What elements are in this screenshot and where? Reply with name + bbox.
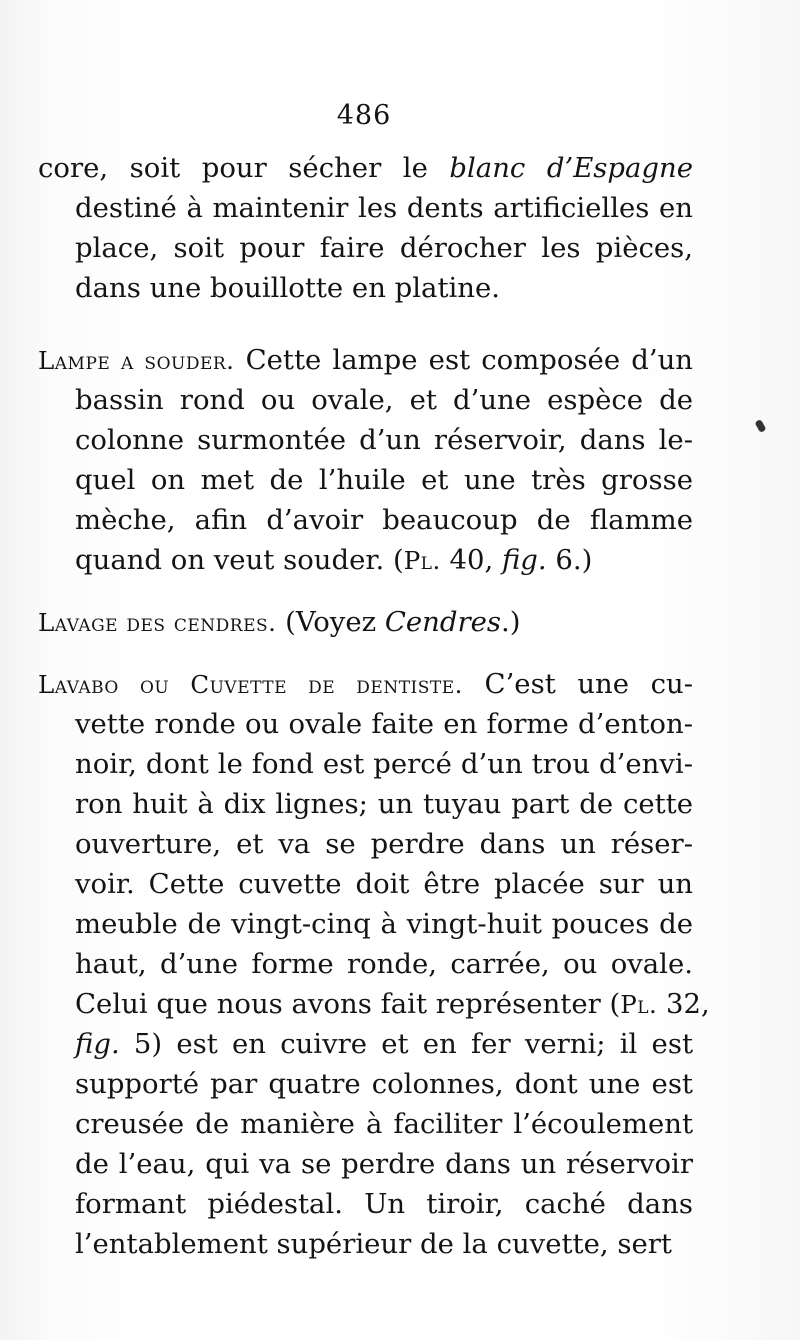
- text-run: .): [501, 606, 521, 638]
- text-line: [38, 500, 693, 540]
- text-line: [38, 460, 693, 500]
- text-run: Cette lampe est composée d’un: [234, 344, 693, 376]
- text-run: l’entablement supérieur de la cuvette, sert: [75, 1228, 672, 1260]
- text-line: [38, 1104, 693, 1144]
- text-run: quel on met de l’huile et une très grosse: [75, 464, 693, 496]
- text-line: [38, 602, 693, 642]
- text-run: dans une bouillotte en platine.: [75, 272, 501, 304]
- text-run: meuble de vingt-cinq à vingt-huit pouces de: [75, 908, 693, 940]
- small-caps-run: Pl.: [620, 990, 658, 1019]
- text-line: [38, 1024, 693, 1064]
- paragraph-continuation: [38, 148, 693, 308]
- small-caps-run: Lavabo ou Cuvette de dentiste.: [38, 670, 463, 699]
- page-text: [38, 148, 710, 1264]
- text-run: creusée de manière à faciliter l’écoulement: [75, 1108, 693, 1140]
- text-run: quand on veut souder. (: [75, 544, 404, 576]
- text-line: [38, 148, 693, 188]
- text-line: [38, 1144, 693, 1184]
- text-run: ron huit à dix lignes; un tuyau part de cette: [75, 788, 693, 820]
- page-number: 486: [336, 100, 392, 131]
- text-line: [38, 420, 693, 460]
- text-run: voir. Cette cuvette doit être placée sur un: [75, 868, 693, 900]
- text-run: haut, d’une forme ronde, carrée, ou ovale.: [75, 948, 693, 980]
- text-line: [38, 228, 693, 268]
- text-run: 32,: [657, 988, 710, 1020]
- entry-lampe-a-souder: [38, 340, 693, 580]
- text-run: bassin rond ou ovale, et d’une espèce de: [75, 384, 693, 416]
- ink-speck: [754, 419, 766, 433]
- entry-lavabo: [38, 664, 710, 1264]
- text-run: place, soit pour faire dérocher les pièces,: [75, 232, 693, 264]
- italic-run: fig.: [75, 1028, 120, 1060]
- text-line: [38, 824, 693, 864]
- text-run: Celui que nous avons fait représenter (: [75, 988, 621, 1020]
- text-run: de l’eau, qui va se perdre dans un réservoir: [75, 1148, 693, 1180]
- italic-run: blanc d’Espagne: [449, 152, 693, 184]
- text-run: supporté par quatre colonnes, dont une est: [75, 1068, 693, 1100]
- text-line: [38, 268, 693, 308]
- text-line: [38, 380, 693, 420]
- text-run: 6.): [546, 544, 593, 576]
- text-run: noir, dont le fond est percé d’un trou d’envi-: [75, 748, 693, 780]
- small-caps-run: Pl.: [403, 546, 441, 575]
- text-run: mèche, afin d’avoir beaucoup de flamme: [75, 504, 693, 536]
- text-run: 5) est en cuivre et en fer verni; il est: [119, 1028, 693, 1060]
- text-run: (Voyez: [276, 606, 385, 638]
- text-run: ouverture, et va se perdre dans un réser-: [75, 828, 693, 860]
- text-run: 40,: [440, 544, 502, 576]
- text-line: [38, 664, 693, 704]
- text-line: [38, 864, 693, 904]
- text-line: [38, 784, 693, 824]
- text-line: [38, 944, 693, 984]
- text-line: [38, 540, 693, 580]
- text-line: [38, 984, 710, 1024]
- text-run: vette ronde ou ovale faite en forme d’enton-: [75, 708, 693, 740]
- text-line: [38, 744, 693, 784]
- text-line: [38, 704, 693, 744]
- text-line: [38, 1224, 693, 1264]
- text-line: [38, 1064, 693, 1104]
- text-line: [38, 1184, 693, 1224]
- small-caps-run: Lampe a souder.: [38, 346, 235, 375]
- small-caps-run: Lavage des cendres.: [38, 608, 277, 637]
- text-line: [38, 904, 693, 944]
- text-line: [38, 340, 693, 380]
- text-run: C’est une cu-: [462, 668, 693, 700]
- text-run: core, soit pour sécher le: [38, 152, 450, 184]
- italic-run: fig.: [501, 544, 547, 576]
- text-run: destiné à maintenir les dents artificielles en: [75, 192, 693, 224]
- entry-lavage-des-cendres: [38, 602, 693, 642]
- italic-run: Cendres: [384, 606, 501, 638]
- text-run: formant piédestal. Un tiroir, caché dans: [75, 1188, 693, 1220]
- text-run: colonne surmontée d’un réservoir, dans le-: [75, 424, 693, 456]
- text-line: [38, 188, 693, 228]
